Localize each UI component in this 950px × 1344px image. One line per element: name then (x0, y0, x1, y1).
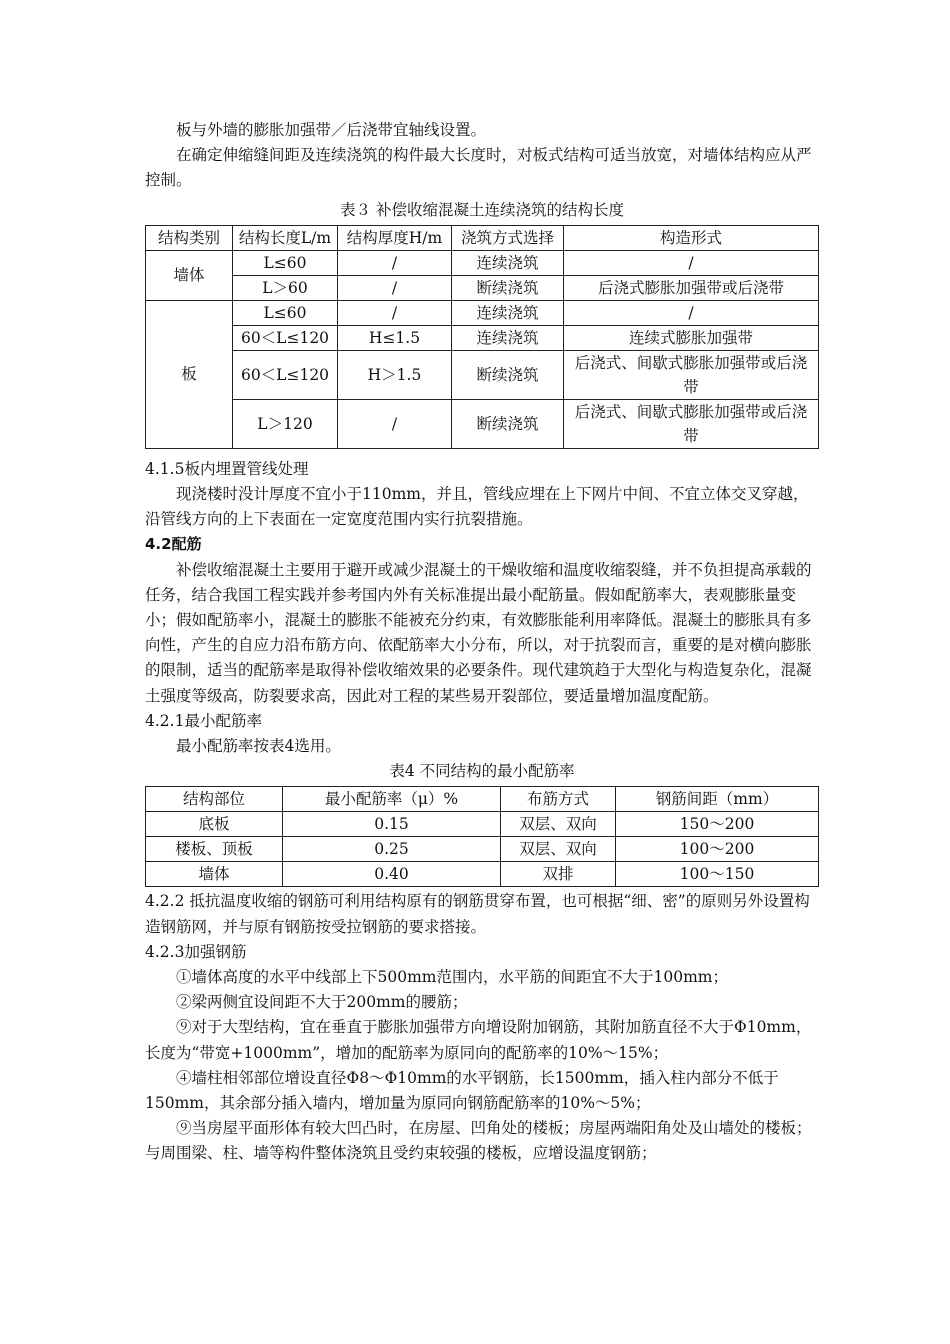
table-cell: 楼板、顶板 (146, 837, 283, 862)
table-header-cell: 结构长度L/m (233, 225, 338, 250)
section-title: 4.2.3加强钢筋 (145, 942, 247, 961)
table-header-cell: 结构类别 (146, 225, 233, 250)
table-cell: / (338, 399, 452, 448)
table-row (146, 837, 819, 862)
table-cell: H＞1.5 (338, 350, 452, 399)
table-row (146, 325, 819, 350)
table-cell: L≤60 (233, 300, 338, 325)
table-row (146, 862, 819, 887)
table-cell: / (564, 300, 819, 325)
table-header-cell: 浇筑方式选择 (452, 225, 564, 250)
table-header-cell: 布筋方式 (501, 787, 616, 812)
document-page (145, 118, 819, 1167)
table-header-row (146, 787, 819, 812)
paragraph: 补偿收缩混凝土主要用于避开或减少混凝土的干燥收缩和温度收缩裂缝，并不负担提高承载的任务，结合我国工程实践并参考国内外有关标准提出最小配筋量。假如配筋率大，表观膨胀量变小；假如配筋率小，混凝土的膨胀不能被充分约束，有效膨胀能利用率降低。混凝土的膨胀具有多向性，产生的自应力沿布筋方向、依配筋率大小分布，所以，对于抗裂而言，重要的是对横向膨胀的限制，适当的配筋率是取得补偿收缩效果的必要条件。现代建筑趋于大型化与构造复杂化，混凝土强度等级高，防裂要求高，因此对工程的某些易开裂部位，要适量增加温度配筋。 (145, 560, 812, 705)
list-item: ②梁两侧宜设间距不大于200mm的腰筋； (176, 993, 468, 1012)
table-cell: 连续浇筑 (452, 300, 564, 325)
table-cell: 后浇式、间歇式膨胀加强带或后浇带 (564, 350, 819, 399)
section-title: 4.2.1最小配筋率 (145, 711, 262, 730)
table-row (146, 250, 819, 275)
table-cell: / (338, 250, 452, 275)
list-item: ④墙柱相邻部位增设直径Φ8～Φ10mm的水平钢筋，长1500mm，插入柱内部分不低于150mm，其余部分插入墙内，增加量为原同向钢筋配筋率的10%～5%； (145, 1068, 779, 1113)
table-row (146, 275, 819, 300)
table-cell: / (338, 300, 452, 325)
section-heading: 4.2配筋 (145, 535, 202, 554)
table-cell: 0.40 (283, 862, 501, 887)
table4 (145, 786, 819, 887)
table-row (146, 399, 819, 448)
table-cell: 60＜L≤120 (233, 350, 338, 399)
table-cell: 连续浇筑 (452, 250, 564, 275)
paragraph: 板与外墙的膨胀加强带／后浇带宜轴线设置。 (176, 121, 487, 139)
table-cell: 60＜L≤120 (233, 325, 338, 350)
table-cell: 后浇式膨胀加强带或后浇带 (564, 275, 819, 300)
table-cell: L＞60 (233, 275, 338, 300)
table-cell: 连续浇筑 (452, 325, 564, 350)
table-cell: 连续式膨胀加强带 (564, 325, 819, 350)
table-header-cell: 钢筋间距（mm） (616, 787, 819, 812)
table-row (146, 812, 819, 837)
paragraph: 在确定伸缩缝间距及连续浇筑的构件最大长度时，对板式结构可适当放宽，对墙体结构应从严控制。 (145, 146, 812, 190)
list-item: ⑨对于大型结构，宜在垂直于膨胀加强带方向增设附加钢筋，其附加筋直径不大于Φ10mm，长度为“带宽+1000mm”，增加的配筋率为原同向的配筋率的10%～15%； (145, 1018, 812, 1062)
table-cell-category: 墙体 (146, 250, 233, 300)
table-cell: 100～200 (616, 837, 819, 862)
table-cell: 墙体 (146, 862, 283, 887)
table-cell: L≤60 (233, 250, 338, 275)
table-header-cell: 构造形式 (564, 225, 819, 250)
table-cell: 底板 (146, 812, 283, 837)
table-cell: H≤1.5 (338, 325, 452, 350)
table-header-cell: 结构厚度H/m (338, 225, 452, 250)
table-cell: 断续浇筑 (452, 350, 564, 399)
table-cell: 双层、双向 (501, 837, 616, 862)
table-cell: 断续浇筑 (452, 275, 564, 300)
table3 (145, 225, 819, 449)
table-cell-category: 板 (146, 300, 233, 448)
table-cell: 双层、双向 (501, 812, 616, 837)
paragraph: 4.2.2 抵抗温度收缩的钢筋可利用结构原有的钢筋贯穿布置，也可根据“细、密”的原则另外设置构造钢筋网，并与原有钢筋按受拉钢筋的要求搭接。 (145, 892, 810, 936)
table-row (146, 350, 819, 399)
table-cell: 100～150 (616, 862, 819, 887)
table-cell: 150～200 (616, 812, 819, 837)
table-header-cell: 结构部位 (146, 787, 283, 812)
list-item: ⑨当房屋平面形体有较大凹凸时，在房屋、凹角处的楼板；房屋两端阳角处及山墙处的楼板；与周围梁、柱、墙等构件整体浇筑且受约束较强的楼板，应增设温度钢筋； (145, 1119, 812, 1163)
table-cell: 后浇式、间歇式膨胀加强带或后浇带 (564, 399, 819, 448)
table-cell: 0.15 (283, 812, 501, 837)
table-cell: 双排 (501, 862, 616, 887)
table-header-row (146, 225, 819, 250)
table3-caption: 表３ 补偿收缩混凝土连续浇筑的结构长度 (340, 200, 624, 219)
section-title: 4.1.5板内埋置管线处理 (145, 459, 309, 478)
table-cell: 断续浇筑 (452, 399, 564, 448)
table-cell: L＞120 (233, 399, 338, 448)
table-header-cell: 最小配筋率（μ）% (283, 787, 501, 812)
list-item: ①墙体高度的水平中线部上下500mm范围内，水平筋的间距宜不大于100mm； (176, 968, 728, 987)
paragraph: 最小配筋率按表4选用。 (176, 737, 341, 756)
table-cell: 0.25 (283, 837, 501, 862)
table-cell: / (338, 275, 452, 300)
paragraph: 现浇楼时没计厚度不宜小于110mm，并且，管线应埋在上下网片中间、不宜立体交叉穿越，沿管线方向的上下表面在一定宽度范围内实行抗裂措施。 (145, 485, 809, 529)
table-row (146, 300, 819, 325)
table-cell: / (564, 250, 819, 275)
table4-caption: 表4 不同结构的最小配筋率 (389, 762, 575, 781)
